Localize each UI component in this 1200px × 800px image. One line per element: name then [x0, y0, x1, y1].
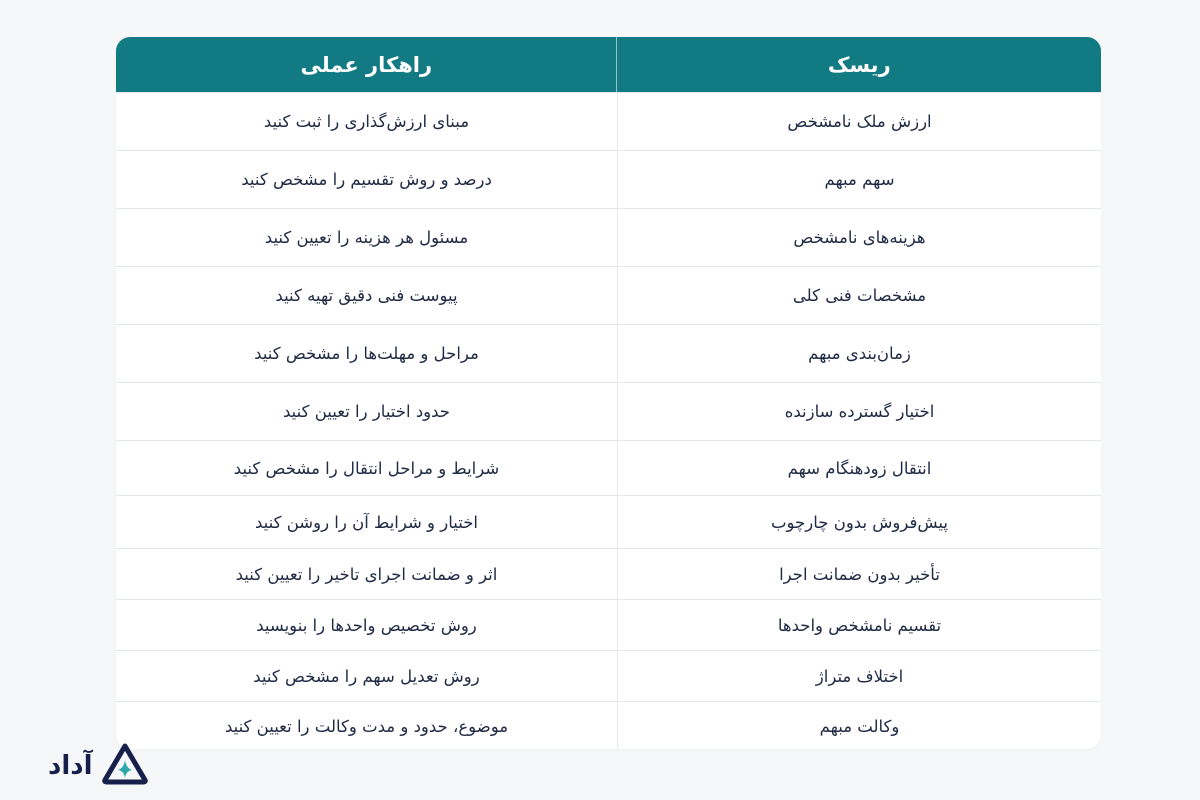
- table-row: [116, 208, 1101, 266]
- solution-cell: درصد و روش تقسیم را مشخص کنید: [241, 170, 492, 189]
- table-row: [116, 92, 1101, 150]
- risk-cell: تقسیم نامشخص واحدها: [617, 600, 1101, 650]
- risk-cell: انتقال زودهنگام سهم: [617, 441, 1101, 495]
- header-risk: ریسک: [616, 37, 1101, 92]
- solution-cell: اختیار و شرایط آن را روشن کنید: [255, 512, 478, 532]
- risk-cell: سهم مبهم: [617, 151, 1101, 208]
- table-row: [116, 266, 1101, 324]
- table-row: [116, 440, 1101, 495]
- solution-cell: مسئول هر هزینه را تعیین کنید: [264, 228, 469, 247]
- table-row: [116, 548, 1101, 599]
- risk-cell: هزینه‌های نامشخص: [617, 209, 1101, 266]
- risk-cell: تأخیر بدون ضمانت اجرا: [617, 549, 1101, 599]
- risk-cell: وکالت مبهم: [617, 702, 1101, 749]
- solution-cell: حدود اختیار را تعیین کنید: [283, 402, 450, 421]
- table-row: [116, 650, 1101, 701]
- risk-cell: مشخصات فنی کلی: [617, 267, 1101, 324]
- risk-cell: ارزش ملک نامشخص: [617, 93, 1101, 150]
- solution-cell: روش تخصیص واحدها را بنویسید: [256, 615, 477, 635]
- risk-solution-table: [116, 37, 1101, 749]
- table-row: [116, 701, 1101, 749]
- solution-cell: موضوع، حدود و مدت وکالت را تعیین کنید: [224, 716, 509, 736]
- brand-name: آداد: [48, 751, 93, 781]
- solution-cell: مبنای ارزش‌گذاری را ثبت کنید: [263, 112, 470, 131]
- header-solution: راهکار عملی: [300, 52, 433, 77]
- table-row: [116, 324, 1101, 382]
- solution-cell: روش تعدیل سهم را مشخص کنید: [253, 666, 480, 686]
- risk-cell: اختلاف متراژ: [617, 651, 1101, 701]
- solution-cell: شرایط و مراحل انتقال را مشخص کنید: [233, 458, 500, 478]
- table-header: [116, 37, 1101, 92]
- table-row: [116, 599, 1101, 650]
- brand-logo: [48, 742, 149, 790]
- adad-logo-icon: [101, 742, 149, 790]
- table-row: [116, 382, 1101, 440]
- solution-cell: مراحل و مهلت‌ها را مشخص کنید: [254, 344, 479, 363]
- risk-cell: اختیار گسترده سازنده: [617, 383, 1101, 440]
- risk-cell: زمان‌بندی مبهم: [617, 325, 1101, 382]
- table-row: [116, 150, 1101, 208]
- table-row: [116, 495, 1101, 548]
- solution-cell: اثر و ضمانت اجرای تاخیر را تعیین کنید: [235, 564, 498, 584]
- solution-cell: پیوست فنی دقیق تهیه کنید: [275, 286, 458, 305]
- risk-cell: پیش‌فروش بدون چارچوب: [617, 496, 1101, 548]
